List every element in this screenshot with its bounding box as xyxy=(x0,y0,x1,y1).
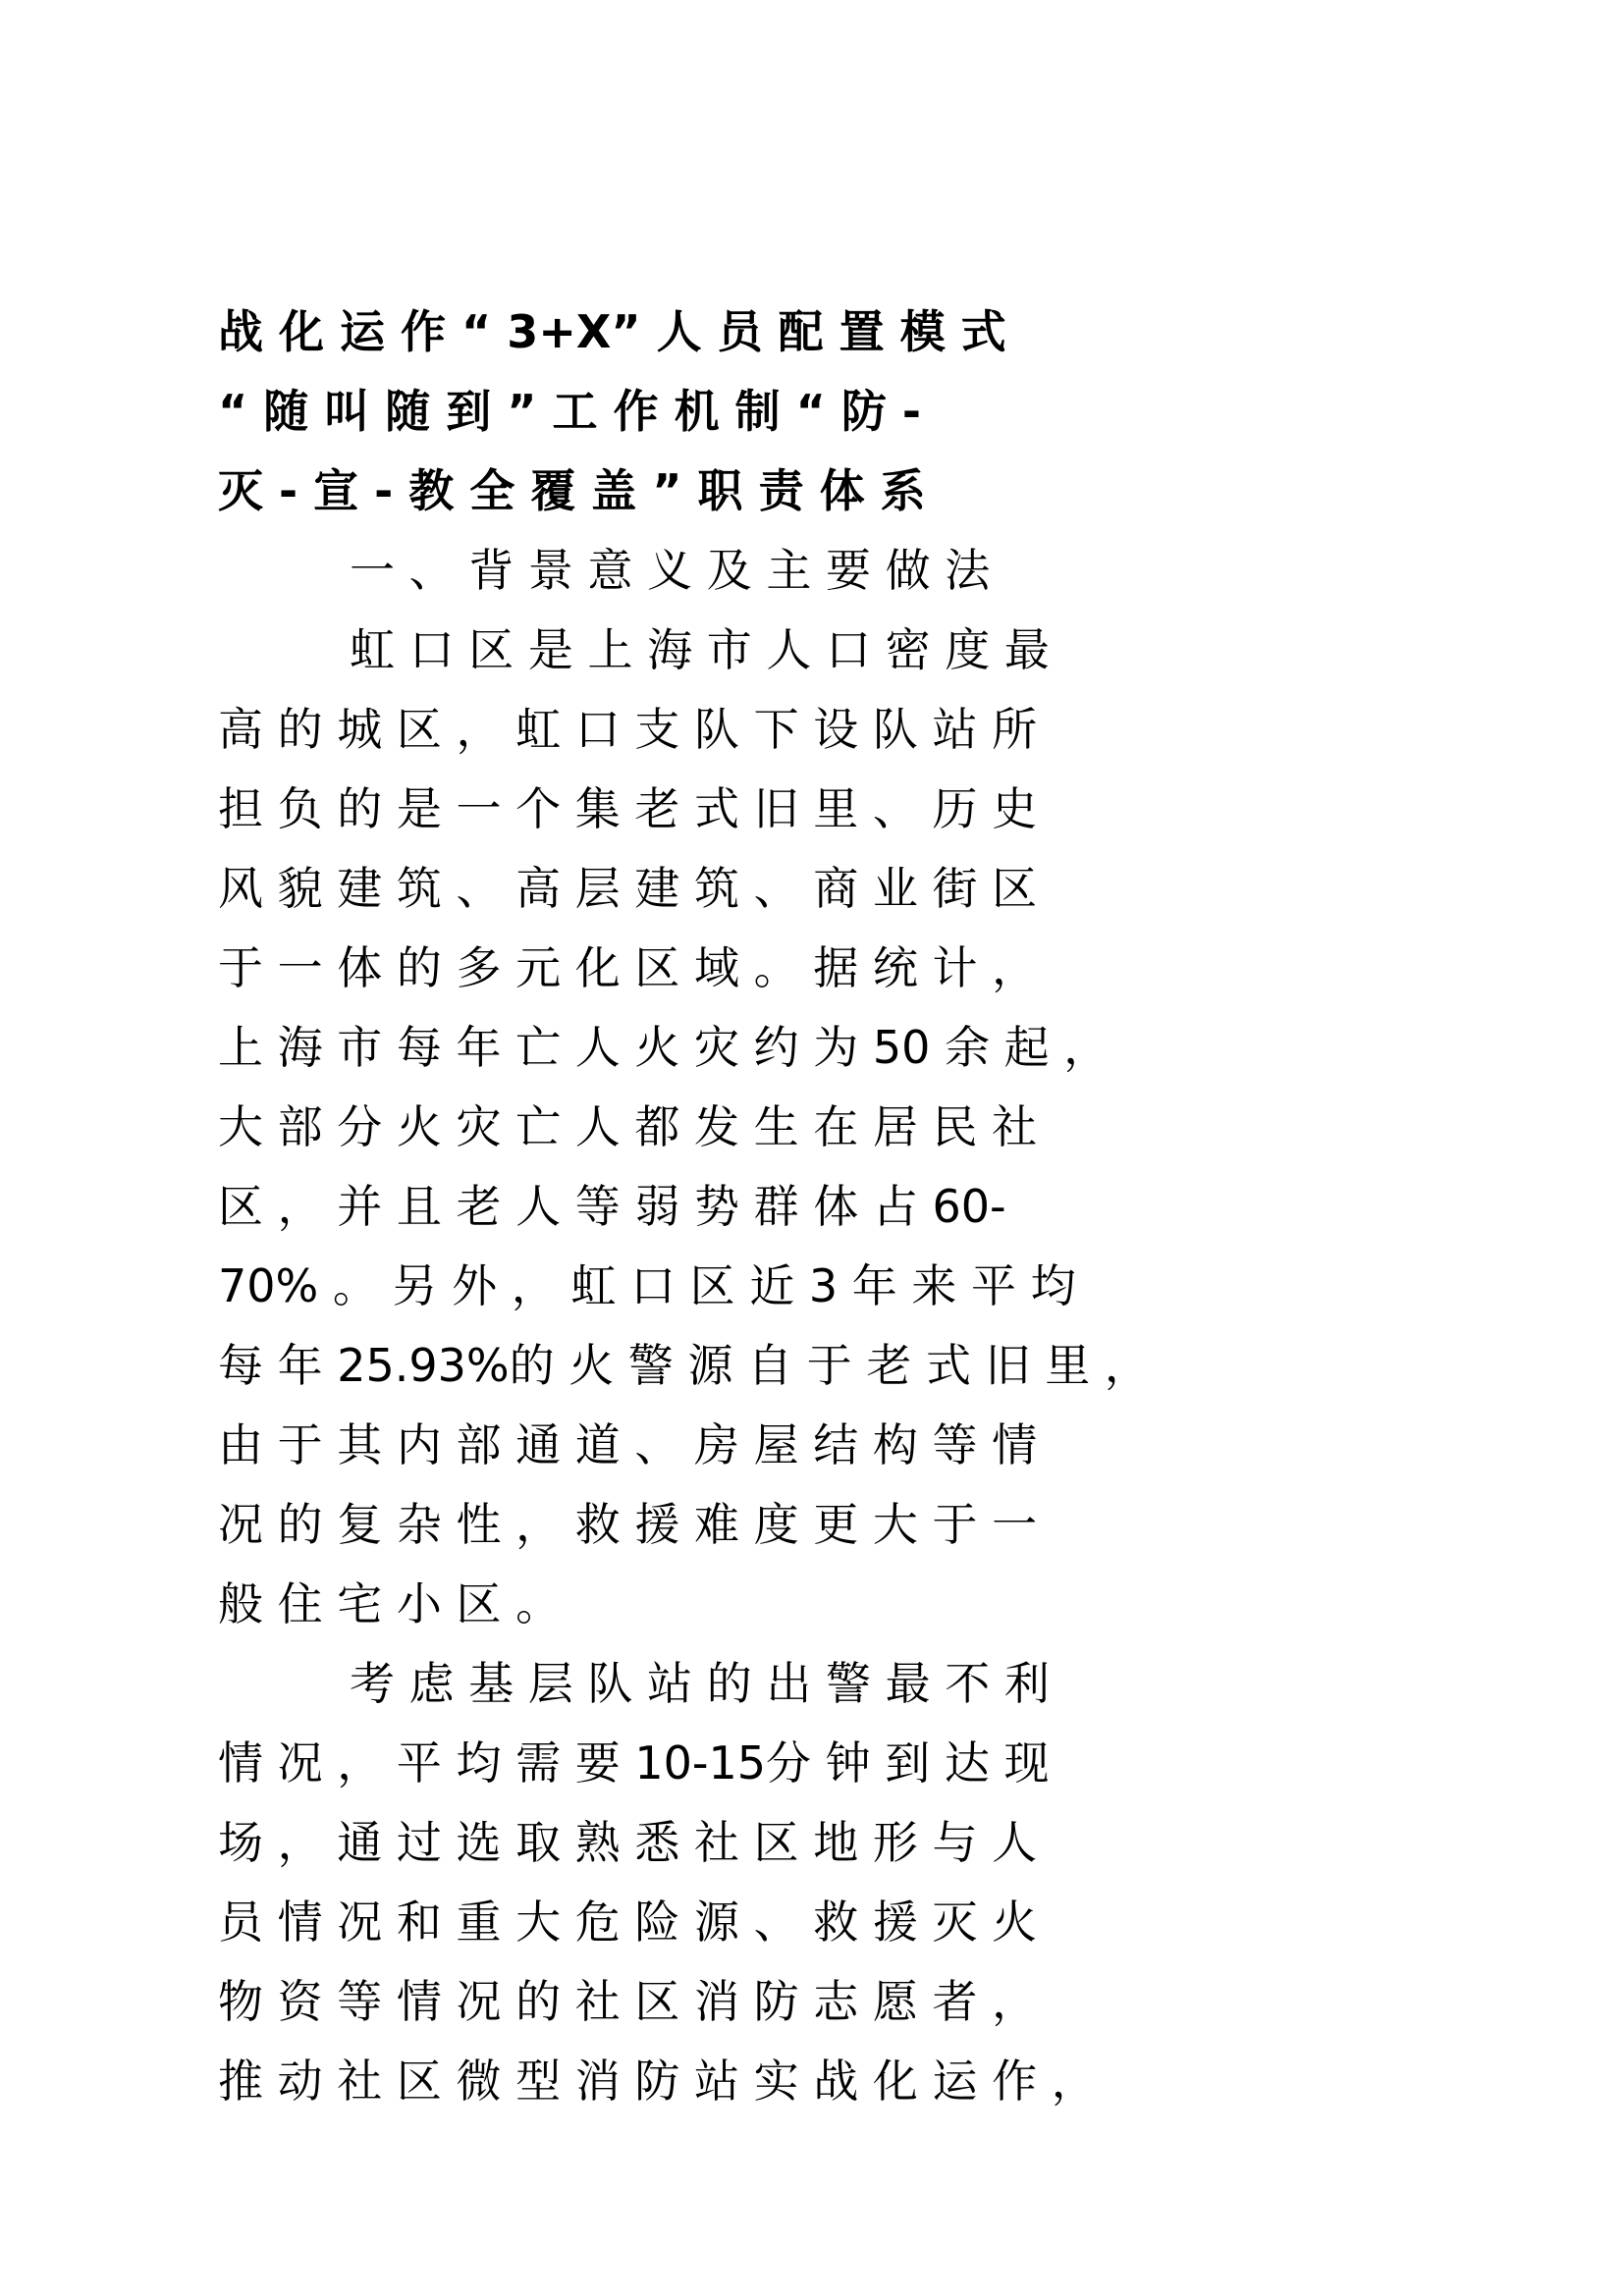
paragraph-line: 70% 。 另 外 ， 虹 口 区 近 3 年 来 平 均 xyxy=(218,1259,1076,1312)
paragraph-line: 考 虑 基 层 队 站 的 出 警 最 不 利 xyxy=(350,1657,1050,1710)
paragraph-line: 虹 口 区 是 上 海 市 人 口 密 度 最 xyxy=(350,623,1050,676)
paragraph-line: 区 ， 并 且 老 人 等 弱 势 群 体 占 60- xyxy=(218,1180,1006,1233)
paragraph-line: 于 一 体 的 多 元 化 区 域 。 据 统 计 ， xyxy=(218,941,1038,994)
paragraph-line: 况 的 复 杂 性 ， 救 援 难 度 更 大 于 一 xyxy=(218,1498,1038,1551)
title-line-2: “ 随 叫 随 到 ” 工 作 机 制 “ 防 - xyxy=(218,385,921,438)
paragraph-line: 员 情 况 和 重 大 危 险 源 、 救 援 灭 火 xyxy=(218,1896,1038,1949)
paragraph-line: 般 住 宅 小 区 。 xyxy=(218,1577,562,1630)
title-line-3: 灭 - 宣 - 教 全 覆 盖 ” 职 责 体 系 xyxy=(218,464,926,517)
paragraph-line: 物 资 等 情 况 的 社 区 消 防 志 愿 者 ， xyxy=(218,1975,1038,2028)
paragraph-line: 高 的 城 区 ， 虹 口 支 队 下 设 队 站 所 xyxy=(218,703,1038,756)
paragraph-line: 每 年 25.93%的 火 警 源 自 于 老 式 旧 里 ， xyxy=(218,1339,1150,1392)
title-line-1: 战 化 运 作 “ 3+X” 人 员 配 置 模 式 xyxy=(218,305,1006,358)
paragraph-line: 由 于 其 内 部 通 道 、 房 屋 结 构 等 情 xyxy=(218,1418,1038,1471)
paragraph-line: 担 负 的 是 一 个 集 老 式 旧 里 、 历 史 xyxy=(218,782,1038,835)
section-heading: 一 、 背 景 意 义 及 主 要 做 法 xyxy=(350,544,991,597)
paragraph-line: 推 动 社 区 微 型 消 防 站 实 战 化 运 作 ， xyxy=(218,2055,1097,2108)
paragraph-line: 大 部 分 火 灾 亡 人 都 发 生 在 居 民 社 xyxy=(218,1100,1038,1153)
paragraph-line: 情 况 ， 平 均 需 要 10-15分 钟 到 达 现 xyxy=(218,1736,1050,1789)
paragraph-line: 风 貌 建 筑 、 高 层 建 筑 、 商 业 街 区 xyxy=(218,862,1038,915)
paragraph-line: 场 ， 通 过 选 取 熟 悉 社 区 地 形 与 人 xyxy=(218,1816,1038,1869)
paragraph-line: 上 海 市 每 年 亡 人 火 灾 约 为 50 余 起 ， xyxy=(218,1021,1110,1074)
